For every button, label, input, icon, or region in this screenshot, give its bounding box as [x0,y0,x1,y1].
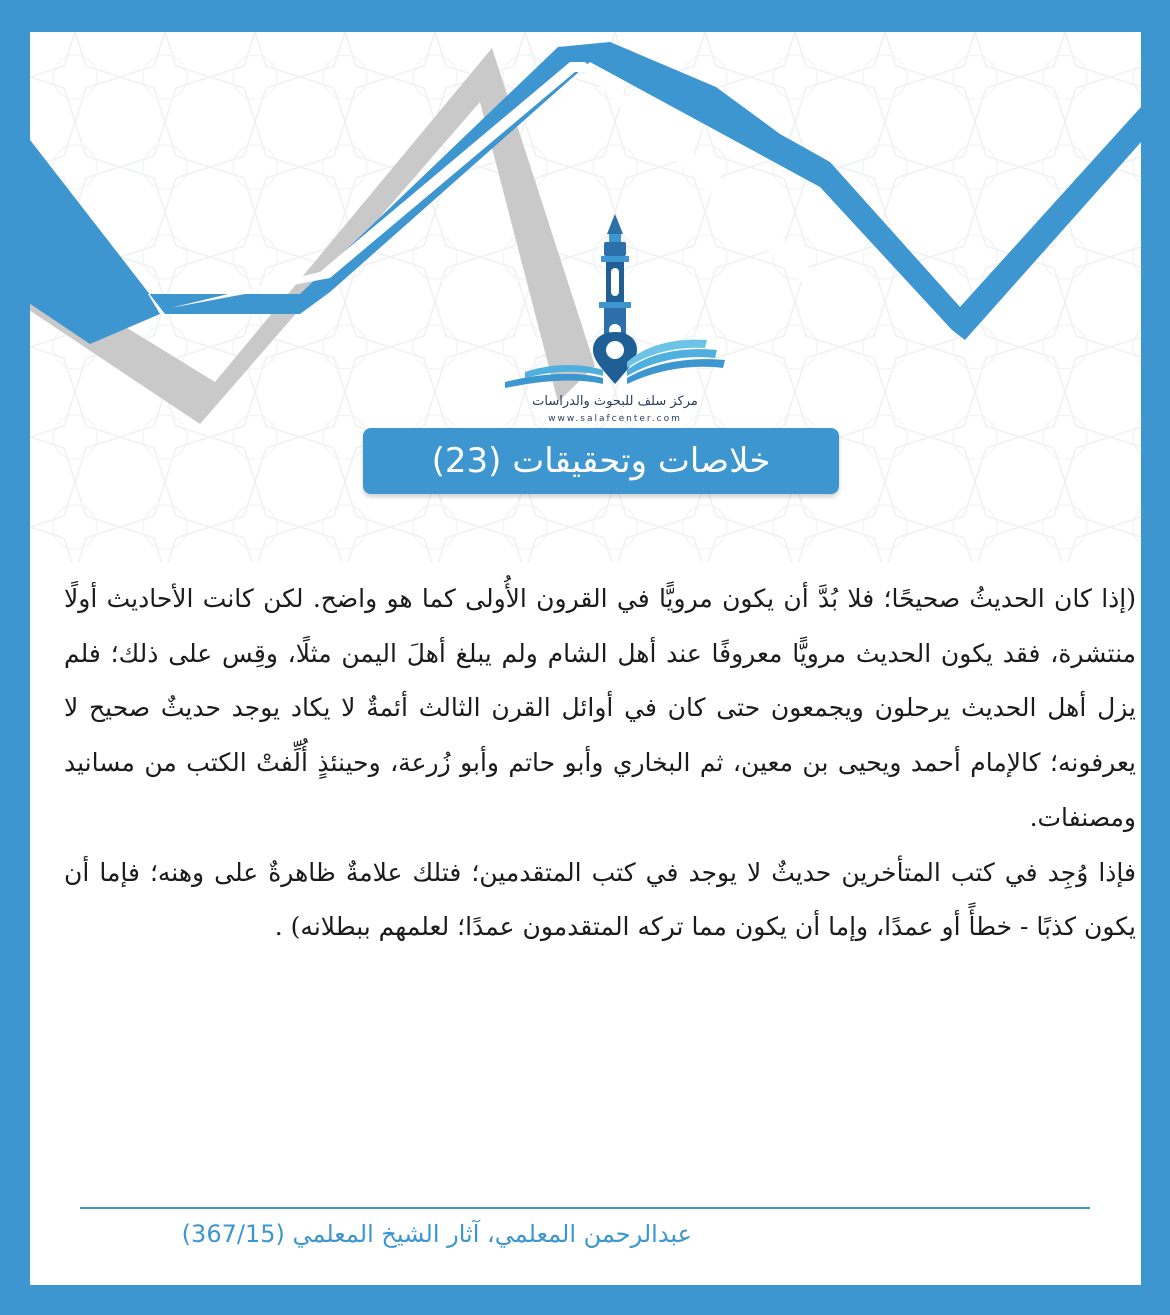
divider-line [80,1207,1090,1209]
salaf-center-logo [485,212,745,437]
page-title: خلاصات وتحقيقات (23) [363,428,839,494]
quote-body [64,572,1136,955]
logo-website-url: www.salafcenter.com [548,414,682,424]
quote-paragraph-2: فإذا وُجِد في كتب المتأخرين حديثٌ لا يوجد في كتب المتقدمين؛ فتلك علامةٌ ظاهرةٌ على وهنه؛ فإما أن يكون كذبًا - خطأً أو عمدًا، وإما أن يكون مما تركه المتقدمون عمدًا؛ لعلمهم ببطلانه) . [64,857,1136,942]
source-citation: عبدالرحمن المعلمي، آثار الشيخ المعلمي (367/15) [181,1220,692,1248]
open-book-icon [485,212,745,392]
quote-paragraph-1: (إذا كان الحديثُ صحيحًا؛ فلا بُدَّ أن يكون مرويًّا في القرون الأُولى كما هو واضح. لكن كانت الأحاديث أولًا منتشرة، فقد يكون الحديث مرويًّا معروفًا عند أهل الشام ولم يبلغ أهلَ اليمن مثلًا، وقِس على ذلك؛ فلم يزل أهل الحديث يرحلون ويجمعون حتى كان في أوائل القرن الثالث أئمةٌ لا يكاد يوجد حديثٌ صحيح لا يعرفونه؛ كالإمام أحمد ويحيى بن معين، ثم البخاري وأبو حاتم وأبو زُرعة، وحينئذٍ أُلِّفتْ الكتب من مسانيد ومصنفات. [64,584,1136,832]
logo-arabic-name: مركز سلف للبحوث والدراسات [532,394,698,409]
content-card [30,32,1141,1285]
